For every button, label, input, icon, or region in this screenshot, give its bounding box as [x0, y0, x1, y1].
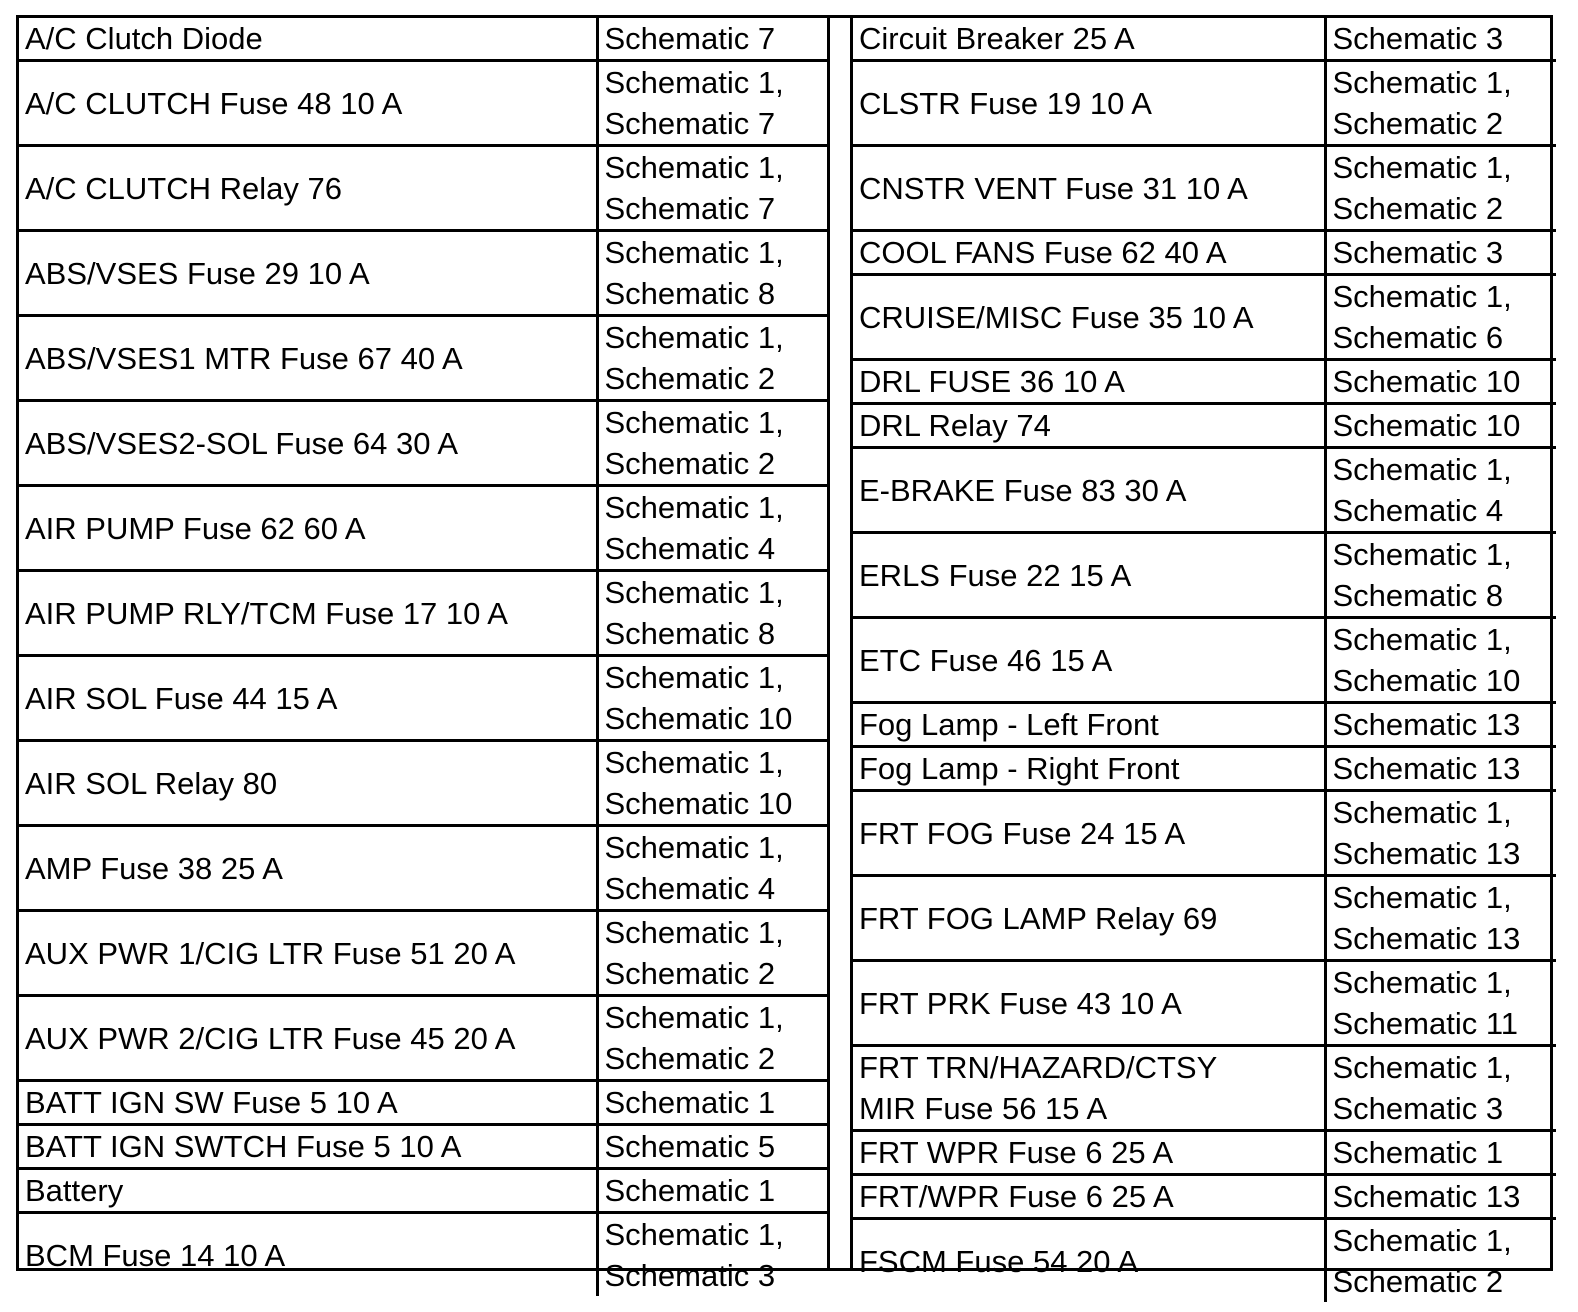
schematic-reference-cell: Schematic 1, Schematic 3: [1325, 1046, 1556, 1131]
table-row: [19, 656, 827, 741]
component-name-cell: Fog Lamp - Left Front: [853, 703, 1325, 747]
component-name-cell: AIR PUMP Fuse 62 60 A: [19, 486, 597, 571]
component-index-table: [16, 15, 1553, 1299]
schematic-reference-cell: Schematic 1, Schematic 4: [597, 486, 827, 571]
table-row: [853, 961, 1556, 1046]
schematic-reference-cell: Schematic 1, Schematic 11: [1325, 961, 1556, 1046]
table-row: [19, 1169, 827, 1213]
component-name-cell: COOL FANS Fuse 62 40 A: [853, 231, 1325, 275]
table-row: [19, 18, 827, 61]
table-row: [853, 747, 1556, 791]
component-name-cell: Fog Lamp - Right Front: [853, 747, 1325, 791]
table-row: [853, 1175, 1556, 1219]
schematic-reference-cell: Schematic 1, Schematic 4: [1325, 448, 1556, 533]
table-row: [19, 911, 827, 996]
component-name-cell: A/C CLUTCH Relay 76: [19, 146, 597, 231]
component-name-cell: CRUISE/MISC Fuse 35 10 A: [853, 275, 1325, 360]
component-name-cell: Circuit Breaker 25 A: [859, 21, 1135, 56]
table-row: [19, 1081, 827, 1125]
table-row: [853, 275, 1556, 360]
schematic-reference-cell: Schematic 1: [597, 1169, 827, 1213]
column-divider: [827, 18, 853, 1268]
table-row: [853, 404, 1556, 448]
component-name-cell: ETC Fuse 46 15 A: [853, 618, 1325, 703]
table-row: [19, 571, 827, 656]
schematic-reference-cell: Schematic 1, Schematic 2: [597, 911, 827, 996]
schematic-reference-cell: Schematic 1, Schematic 4: [597, 826, 827, 911]
schematic-reference-cell: Schematic 1, Schematic 2: [1325, 61, 1556, 146]
component-name-cell: A/C CLUTCH Fuse 48 10 A: [19, 61, 597, 146]
table-row: [19, 146, 827, 231]
component-name-cell: FRT FOG LAMP Relay 69: [853, 876, 1325, 961]
table-row: [853, 61, 1556, 146]
schematic-reference-cell: Schematic 1, Schematic 10: [597, 741, 827, 826]
schematic-reference-cell: Schematic 13: [1325, 747, 1556, 791]
left-index-rows: [19, 18, 827, 1296]
schematic-reference-cell: Schematic 3: [1325, 231, 1556, 275]
schematic-reference-cell: Schematic 1, Schematic 8: [1325, 533, 1556, 618]
table-row: [853, 703, 1556, 747]
schematic-reference-cell: Schematic 7: [597, 18, 827, 61]
component-name-cell: FRT PRK Fuse 43 10 A: [853, 961, 1325, 1046]
left-index-column: [19, 18, 827, 1296]
component-name-cell: E-BRAKE Fuse 83 30 A: [853, 448, 1325, 533]
table-row: [853, 448, 1556, 533]
schematic-reference-cell: Schematic 1, Schematic 13: [1325, 876, 1556, 961]
schematic-reference-cell: Schematic 1, Schematic 2: [1325, 1219, 1556, 1303]
schematic-reference-cell: Schematic 1, Schematic 13: [1325, 791, 1556, 876]
schematic-reference-cell: Schematic 1, Schematic 2: [597, 316, 827, 401]
table-row: [853, 533, 1556, 618]
table-row: [19, 826, 827, 911]
schematic-reference-cell: Schematic 1, Schematic 2: [597, 996, 827, 1081]
table-row: [853, 1131, 1556, 1175]
component-name-cell: FRT/WPR Fuse 6 25 A: [853, 1175, 1325, 1219]
right-index-column: [853, 18, 1556, 1302]
component-name-cell: ERLS Fuse 22 15 A: [853, 533, 1325, 618]
table-row: [853, 360, 1556, 404]
component-name-cell: ABS/VSES2-SOL Fuse 64 30 A: [19, 401, 597, 486]
schematic-reference-cell: Schematic 1, Schematic 7: [597, 146, 827, 231]
component-name-cell: AIR PUMP RLY/TCM Fuse 17 10 A: [19, 571, 597, 656]
component-name-cell: FRT TRN/HAZARD/CTSY MIR Fuse 56 15 A: [853, 1046, 1325, 1131]
component-name-cell: AUX PWR 2/CIG LTR Fuse 45 20 A: [19, 996, 597, 1081]
component-name-cell: CLSTR Fuse 19 10 A: [853, 61, 1325, 146]
component-name-cell: BCM Fuse 14 10 A: [19, 1213, 597, 1297]
component-name-cell: ABS/VSES Fuse 29 10 A: [19, 231, 597, 316]
table-row: [853, 1046, 1556, 1131]
table-row: [19, 1213, 827, 1297]
schematic-reference-cell: Schematic 10: [1325, 404, 1556, 448]
component-name-cell: FRT FOG Fuse 24 15 A: [853, 791, 1325, 876]
schematic-reference-cell: Schematic 1, Schematic 10: [597, 656, 827, 741]
table-row: [19, 401, 827, 486]
schematic-reference-cell: Schematic 13: [1325, 1175, 1556, 1219]
table-row: [853, 876, 1556, 961]
table-row: [853, 231, 1556, 275]
table-row: [19, 231, 827, 316]
schematic-reference-cell: Schematic 1, Schematic 8: [597, 231, 827, 316]
schematic-reference-cell: Schematic 5: [597, 1125, 827, 1169]
schematic-reference-cell: Schematic 3: [1325, 18, 1556, 61]
table-row: [19, 316, 827, 401]
component-name-cell: FSCM Fuse 54 20 A: [853, 1219, 1325, 1303]
schematic-reference-cell: Schematic 1, Schematic 2: [1325, 146, 1556, 231]
right-index-rows: [853, 18, 1556, 1302]
component-name-cell: BATT IGN SW Fuse 5 10 A: [19, 1081, 597, 1125]
schematic-reference-cell: Schematic 1: [597, 1081, 827, 1125]
component-name-cell: FRT WPR Fuse 6 25 A: [853, 1131, 1325, 1175]
schematic-reference-cell: Schematic 1, Schematic 7: [597, 61, 827, 146]
table-row: [853, 146, 1556, 231]
component-name-cell: Battery: [19, 1169, 597, 1213]
component-name-cell: DRL FUSE 36 10 A: [853, 360, 1325, 404]
component-name-cell: CNSTR VENT Fuse 31 10 A: [853, 146, 1325, 231]
table-row: [19, 61, 827, 146]
component-name-cell: ABS/VSES1 MTR Fuse 67 40 A: [19, 316, 597, 401]
component-name-cell: AIR SOL Fuse 44 15 A: [19, 656, 597, 741]
schematic-reference-cell: Schematic 13: [1325, 703, 1556, 747]
component-name-cell: AUX PWR 1/CIG LTR Fuse 51 20 A: [19, 911, 597, 996]
component-name-cell: A/C Clutch Diode: [25, 21, 263, 56]
table-row: [19, 486, 827, 571]
schematic-reference-cell: Schematic 1, Schematic 3: [597, 1213, 827, 1297]
schematic-reference-cell: Schematic 1, Schematic 2: [597, 401, 827, 486]
table-row: [853, 791, 1556, 876]
component-name-cell: AIR SOL Relay 80: [19, 741, 597, 826]
table-row: [19, 1125, 827, 1169]
schematic-reference-cell: Schematic 10: [1325, 360, 1556, 404]
table-row: [853, 618, 1556, 703]
schematic-reference-cell: Schematic 1: [1325, 1131, 1556, 1175]
table-row: [19, 996, 827, 1081]
component-name-cell: DRL Relay 74: [853, 404, 1325, 448]
table-row: [853, 18, 1556, 61]
component-name-cell: BATT IGN SWTCH Fuse 5 10 A: [19, 1125, 597, 1169]
table-row: [19, 741, 827, 826]
table-row: [853, 1219, 1556, 1303]
schematic-reference-cell: Schematic 1, Schematic 10: [1325, 618, 1556, 703]
schematic-reference-cell: Schematic 1, Schematic 8: [597, 571, 827, 656]
schematic-reference-cell: Schematic 1, Schematic 6: [1325, 275, 1556, 360]
component-name-cell: AMP Fuse 38 25 A: [19, 826, 597, 911]
